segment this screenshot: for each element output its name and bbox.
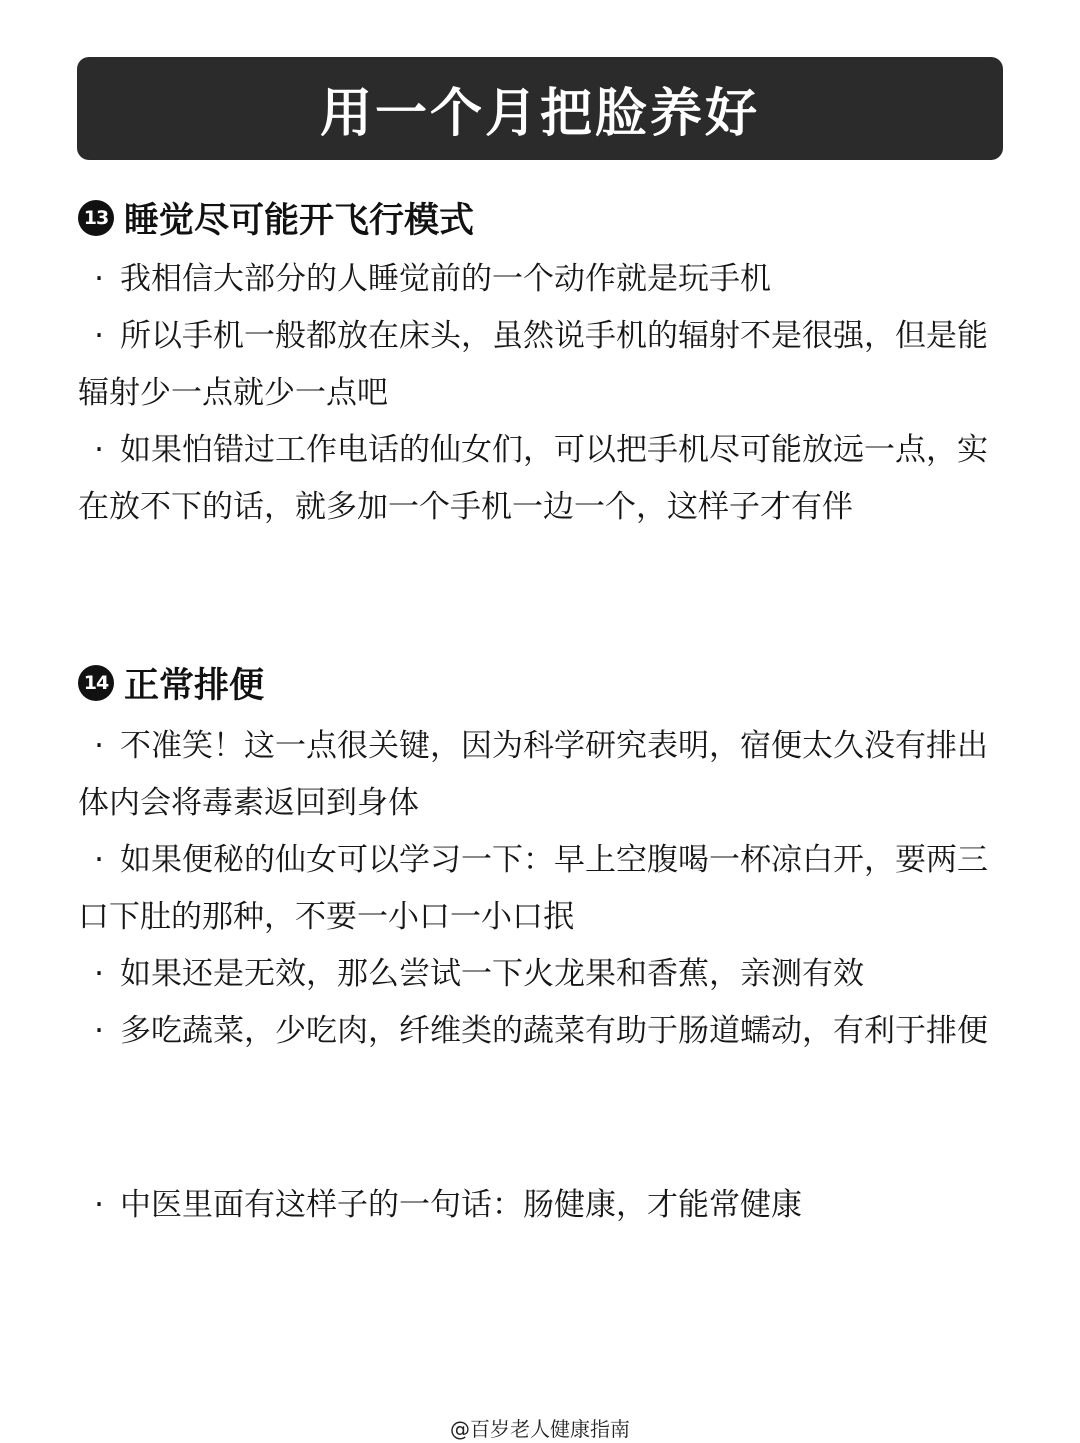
page-title: 用一个月把脸养好: [319, 84, 760, 144]
list-item: · 我相信大部分的人睡觉前的一个动作就是玩手机: [78, 251, 998, 308]
list-item: · 如果还是无效，那么尝试一下火龙果和香蕉，亲测有效: [78, 946, 998, 1003]
section-14-extra: [78, 1177, 998, 1234]
section-13-heading: [78, 193, 474, 243]
list-item: · 所以手机一般都放在床头，虽然说手机的辐射不是很强，但是能辐射少一点就少一点吧: [78, 308, 998, 422]
section-14-list: [78, 718, 998, 1060]
author-footer: @百岁老人健康指南: [450, 1417, 630, 1441]
bullet-icon: ·: [94, 318, 104, 354]
list-item: · 不准笑！这一点很关键，因为科学研究表明，宿便太久没有排出体内会将毒素返回到身体: [78, 718, 998, 832]
section-13-title: 睡觉尽可能开飞行模式: [124, 201, 475, 241]
bullet-icon: ·: [94, 432, 104, 468]
list-item: · 如果怕错过工作电话的仙女们，可以把手机尽可能放远一点，实在放不下的话，就多加一个手机一边一个，这样子才有伴: [78, 422, 998, 536]
bullet-icon: ·: [94, 261, 104, 297]
circled-number-14-icon: 14: [78, 665, 114, 701]
bullet-icon: ·: [94, 728, 104, 764]
section-14-title: 正常排便: [124, 666, 265, 706]
bullet-icon: ·: [94, 956, 104, 992]
bullet-icon: ·: [94, 842, 104, 878]
list-item: · 多吃蔬菜，少吃肉，纤维类的蔬菜有助于肠道蠕动，有利于排便: [78, 1003, 998, 1060]
section-14-heading: [78, 658, 264, 708]
title-banner: [77, 57, 1003, 160]
list-item: · 如果便秘的仙女可以学习一下：早上空腹喝一杯凉白开，要两三口下肚的那种，不要一小口一小口抿: [78, 832, 998, 946]
section-13-list: [78, 251, 998, 536]
list-item: · 中医里面有这样子的一句话：肠健康，才能常健康: [78, 1177, 998, 1234]
circled-number-13-icon: 13: [78, 200, 114, 236]
bullet-icon: ·: [94, 1187, 104, 1223]
bullet-icon: ·: [94, 1013, 104, 1049]
